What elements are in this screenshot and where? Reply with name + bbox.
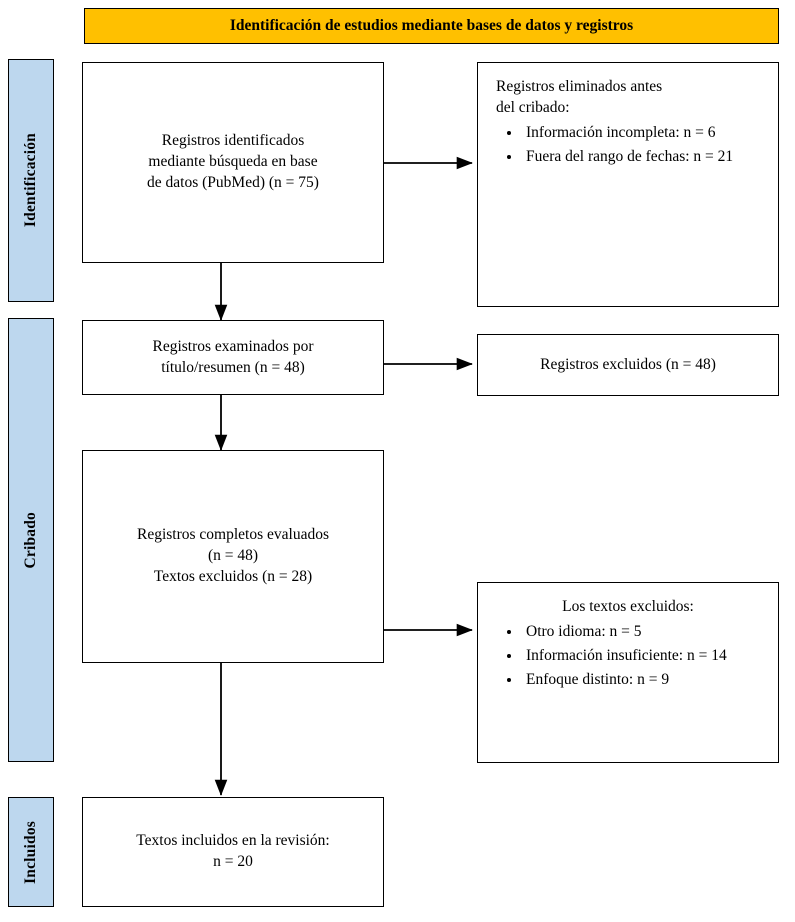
box-fulltext-excluded [477,582,779,763]
fulltext-excluded-lead: Los textos excluidos: [562,598,694,615]
fulltext-excluded-bullet-list [496,622,764,690]
fulltext-excluded-bullet-2: • Información insuficiente: n = 14 [522,646,764,666]
records-identified-line3: de datos (PubMed) (n = 75) [147,173,319,191]
diagram-banner-title [84,8,779,44]
stage-incluidos [8,797,54,907]
box-records-removed-before-screening [477,62,779,307]
banner-label: Identificación de estudios mediante bases de datos y registros [229,17,634,34]
stage-incluidos-label: Incluidos [22,820,39,884]
included-line2: n = 20 [213,853,253,870]
fulltext-excluded-bullet-1: • Otro idioma: n = 5 [522,622,764,642]
box-studies-included [82,797,384,907]
records-removed-bullet-list [496,123,764,167]
box-fulltext-assessed [82,450,384,663]
records-removed-bullet-2: • Fuera del rango de fechas: n = 21 [522,147,764,167]
records-excluded-line1: Registros excluidos (n = 48) [540,355,716,373]
records-removed-lead2: del cribado: [496,98,570,116]
fulltext-line3: Textos excluidos (n = 28) [153,567,313,585]
records-identified-line1: Registros identificados [161,132,305,150]
fulltext-line1: Registros completos evaluados [137,526,329,544]
records-removed-bullet-1: • Información incompleta: n = 6 [522,123,764,143]
stage-cribado-label: Cribado [22,511,39,569]
fulltext-line2: (n = 48) [207,547,259,565]
stage-identificacion [8,59,54,302]
box-records-screened [82,320,384,395]
records-identified-line2: mediante búsqueda en base [148,153,318,171]
stage-identificacion-label: Identificación [22,133,39,228]
stage-cribado [8,318,54,762]
records-screened-line1: Registros examinados por [152,337,314,355]
box-records-identified [82,62,384,263]
included-line1: Textos incluidos en la revisión: [136,832,330,850]
records-removed-lead1: Registros eliminados antes [496,78,663,95]
records-screened-line2: título/resumen (n = 48) [161,358,305,376]
box-records-excluded [477,334,779,396]
fulltext-excluded-bullet-3: • Enfoque distinto: n = 9 [522,670,764,690]
